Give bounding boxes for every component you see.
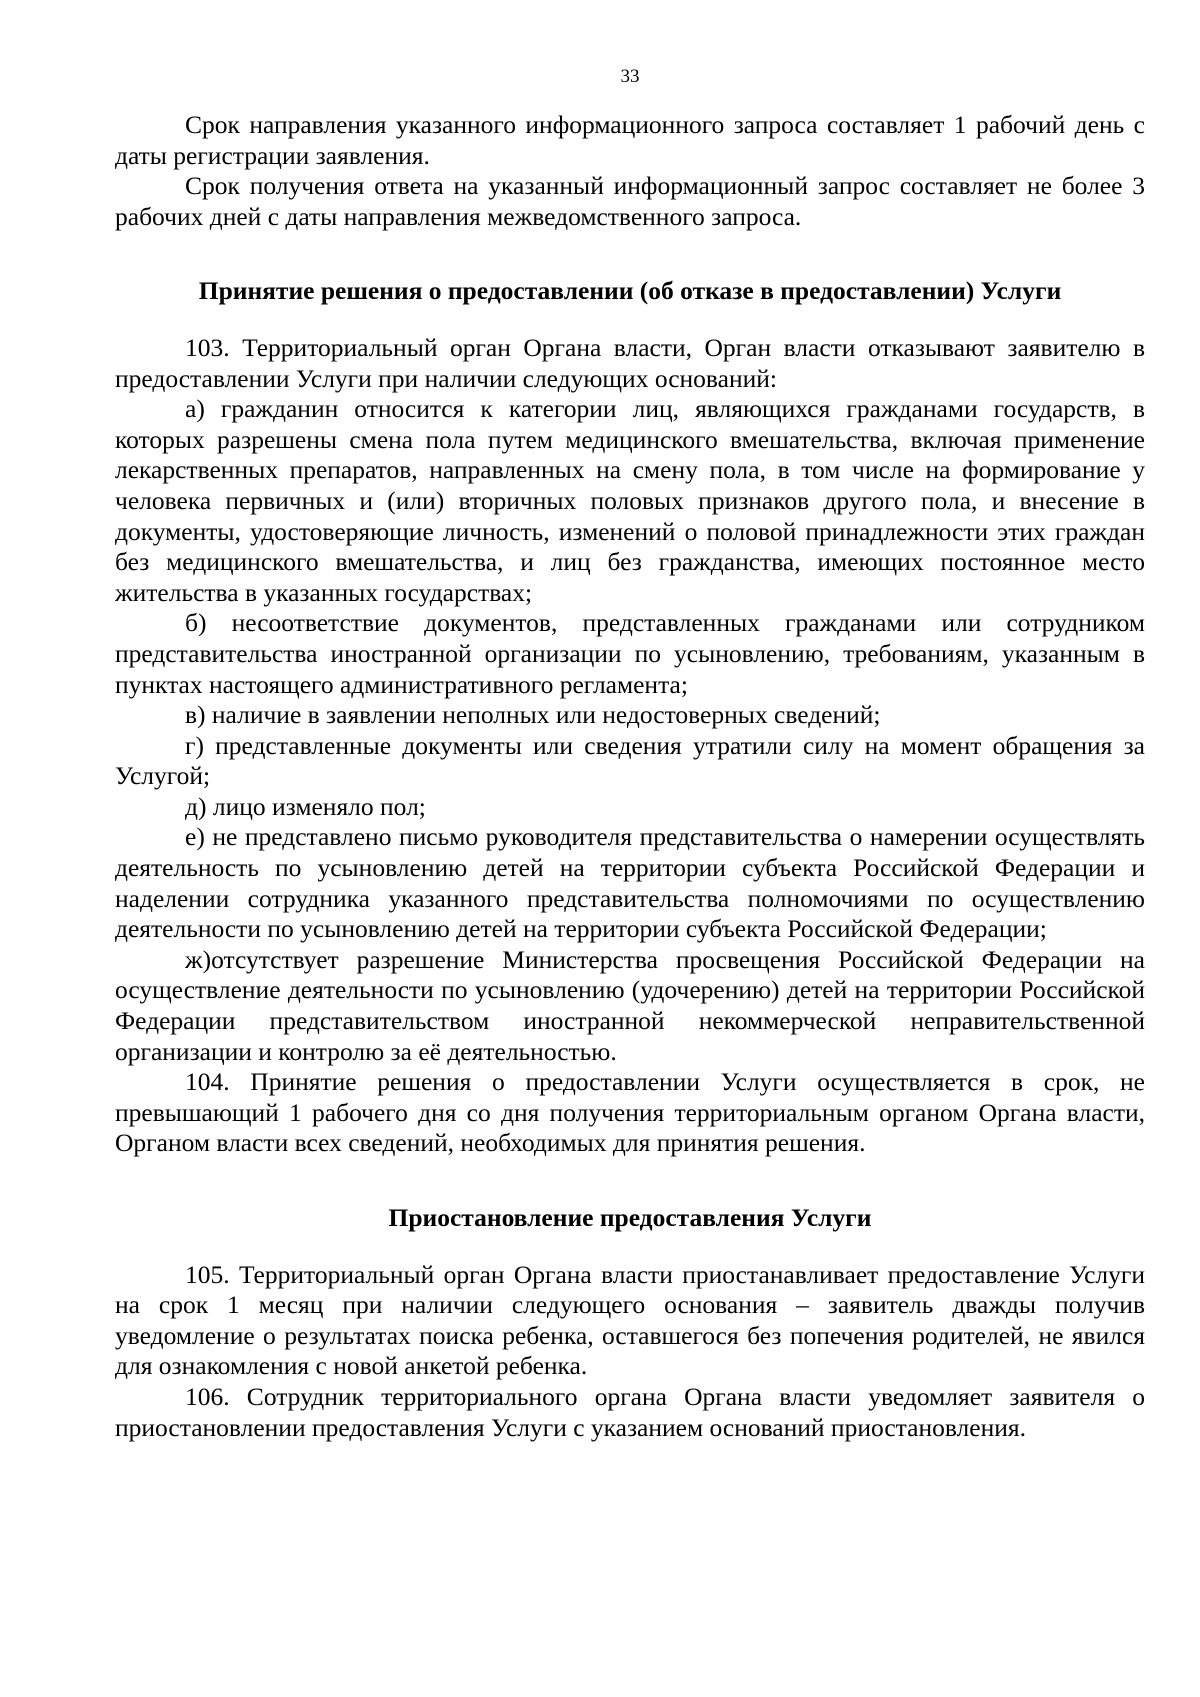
page-number: 33 <box>620 66 640 87</box>
list-item-zh: ж)отсутствует разрешение Министерства просвещения Российской Федерации на осуществление деятельности по усыновлению (удочерению) детей на территории Российской Федерации представительством иностранной некоммерческой неправительственной организации и контролю за её деятельностью. <box>115 944 1145 1066</box>
list-item-b: б) несоответствие документов, представленных гражданами или сотрудником представительства иностранной организации по усыновлению, требованиям, указанным в пунктах настоящего административного регламента; <box>115 608 1145 699</box>
list-item-a: а) гражданин относится к категории лиц, являющихся гражданами государств, в которых разрешены смена пола путем медицинского вмешательства, включая применение лекарственных препаратов, направленных на смену пола, в том числе на формирование у человека первичных и (или) вторичных половых признаков другого пола, и внесение в документы, удостоверяющие личность, изменений о половой принадлежности этих граждан без медицинского вмешательства, и лиц без гражданства, имеющих постоянное место жительства в указанных государствах; <box>115 394 1145 607</box>
document-page <box>115 66 1145 1443</box>
list-item-d: д) лицо изменяло пол; <box>185 791 426 821</box>
section-heading-suspension: Приостановление предоставления Услуги <box>388 1203 872 1232</box>
list-item-g: г) представленные документы или сведения утратили силу на момент обращения за Услугой; <box>115 730 1145 791</box>
list-item-e: е) не представлено письмо руководителя представительства о намерении осуществлять деятельность по усыновлению детей на территории субъекта Российской Федерации и наделении сотрудника указанного представительства полномочиями по осуществлению деятельности по усыновлению детей на территории субъекта Российской Федерации; <box>115 822 1145 944</box>
section-heading-decision: Принятие решения о предоставлении (об отказе в предоставлении) Услуги <box>198 276 1062 306</box>
list-item-v: в) наличие в заявлении неполных или недостоверных сведений; <box>185 700 881 730</box>
paragraph-103: 103. Территориальный орган Органа власти, Орган власти отказывают заявителю в предоставлении Услуги при наличии следующих оснований: <box>115 332 1145 393</box>
paragraph-105: 105. Территориальный орган Органа власти приостанавливает предоставление Услуги на срок 1 месяц при наличии следующего основания – заявитель дважды получив уведомление о результатах поиска ребенка, оставшегося без попечения родителей, не явился для ознакомления с новой анкетой ребенка. <box>115 1259 1145 1381</box>
paragraph-106: 106. Сотрудник территориального органа Органа власти уведомляет заявителя о приостановлении предоставления Услуги с указанием оснований приостановления. <box>115 1381 1145 1442</box>
paragraph-104: 104. Принятие решения о предоставлении Услуги осуществляется в срок, не превышающий 1 рабочего дня со дня получения территориальным органом Органа власти, Органом власти всех сведений, необходимых для принятия решения. <box>115 1067 1145 1158</box>
intro-paragraph-1: Срок направления указанного информационного запроса составляет 1 рабочий день с даты регистрации заявления. <box>115 110 1145 170</box>
intro-paragraph-2: Срок получения ответа на указанный информационный запрос составляет не более 3 рабочих дней с даты направления межведомственного запроса. <box>115 171 1145 231</box>
